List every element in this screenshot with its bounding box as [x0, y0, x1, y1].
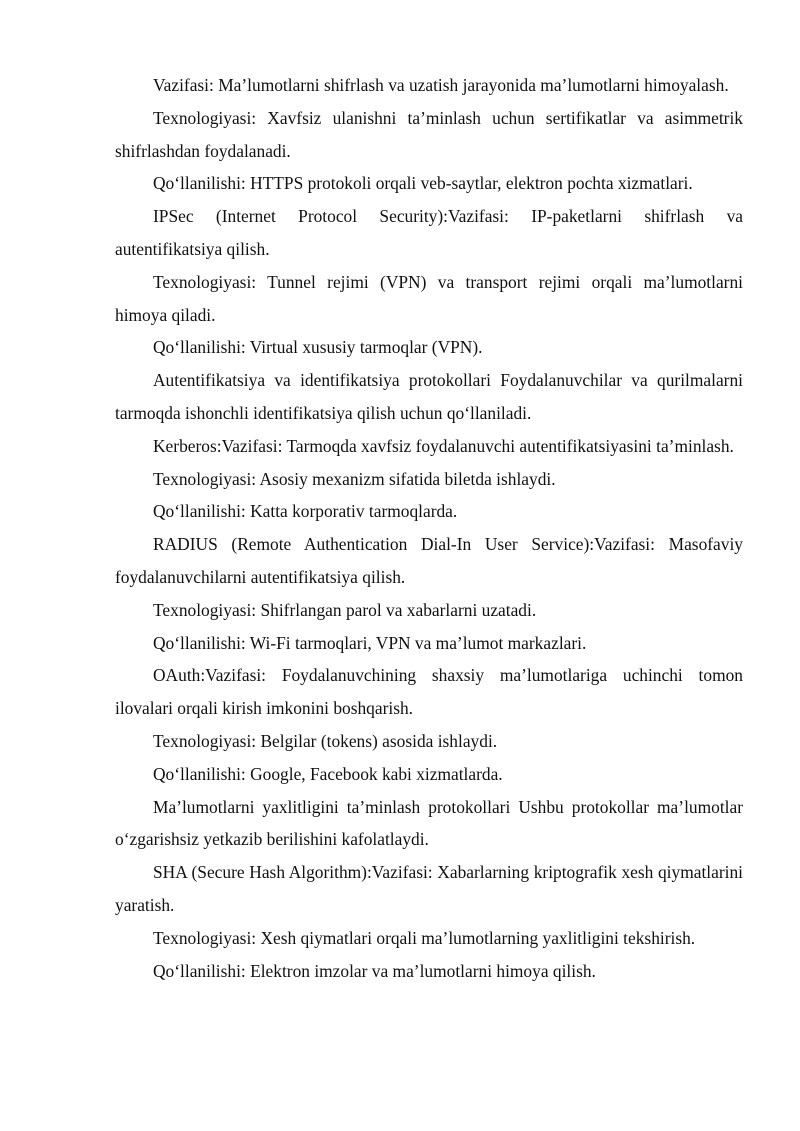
paragraph-radius-usage: Qo‘llanilishi: Wi-Fi tarmoqlari, VPN va ma’lumot markazlari.	[153, 632, 587, 653]
paragraph-radius-technology: Texnologiyasi: Shifrlangan parol va xabarlarni uzatadi.	[153, 599, 537, 620]
paragraph-tls-usage: Qo‘llanilishi: HTTPS protokoli orqali veb-saytlar, elektron pochta xizmatlari.	[153, 173, 693, 194]
document-page	[115, 69, 743, 987]
paragraph-oauth-usage: Qo‘llanilishi: Google, Facebook kabi xizmatlarda.	[153, 763, 503, 784]
paragraph-radius-purpose: RADIUS (Remote Authentication Dial-In User Service):Vazifasi: Masofaviy foydalanuvchilarni autentifikatsiya qilish.	[115, 534, 743, 587]
paragraph-tls-purpose: Vazifasi: Ma’lumotlarni shifrlash va uzatish jarayonida ma’lumotlarni himoyalash.	[153, 75, 729, 95]
paragraph-ipsec-purpose: IPSec (Internet Protocol Security):Vazifasi: IP-paketlarni shifrlash va autentifikatsiya qilish.	[115, 206, 743, 259]
paragraph-tls-technology: Texnologiyasi: Xavfsiz ulanishni ta’minlash uchun sertifikatlar va asimmetrik shifrlashdan foydalanadi.	[115, 107, 743, 161]
paragraph-kerberos-usage: Qo‘llanilishi: Katta korporativ tarmoqlarda.	[153, 501, 458, 522]
paragraph-oauth-purpose: OAuth:Vazifasi: Foydalanuvchining shaxsiy ma’lumotlariga uchinchi tomon ilovalari orqali kirish imkonini boshqarish.	[115, 665, 743, 719]
paragraph-sha-usage: Qo‘llanilishi: Elektron imzolar va ma’lumotlarni himoya qilish.	[153, 960, 596, 981]
paragraph-oauth-technology: Texnologiyasi: Belgilar (tokens) asosida ishlaydi.	[153, 730, 498, 751]
paragraph-ipsec-technology: Texnologiyasi: Tunnel rejimi (VPN) va transport rejimi orqali ma’lumotlarni himoya qiladi.	[115, 271, 743, 325]
paragraph-kerberos-technology: Texnologiyasi: Asosiy mexanizm sifatida biletda ishlaydi.	[153, 468, 556, 489]
paragraph-ipsec-usage: Qo‘llanilishi: Virtual xususiy tarmoqlar (VPN).	[153, 337, 483, 358]
paragraph-sha-technology: Texnologiyasi: Xesh qiymatlari orqali ma’lumotlarning yaxlitligini tekshirish.	[153, 927, 696, 948]
paragraph-integrity-protocols-intro: Ma’lumotlarni yaxlitligini ta’minlash protokollari Ushbu protokollar ma’lumotlar o‘zgarishsiz yetkazib berilishini kafolatlaydi.	[115, 796, 743, 850]
paragraph-sha-purpose: SHA (Secure Hash Algorithm):Vazifasi: Xabarlarning kriptografik xesh qiymatlarini yaratish.	[115, 862, 743, 915]
paragraph-auth-protocols-intro: Autentifikatsiya va identifikatsiya protokollari Foydalanuvchilar va qurilmalarni tarmoqda ishonchli identifikatsiya qilish uchun qo‘llaniladi.	[115, 370, 743, 423]
paragraph-kerberos-purpose: Kerberos:Vazifasi: Tarmoqda xavfsiz foydalanuvchi autentifikatsiyasini ta’minlash.	[153, 435, 734, 456]
